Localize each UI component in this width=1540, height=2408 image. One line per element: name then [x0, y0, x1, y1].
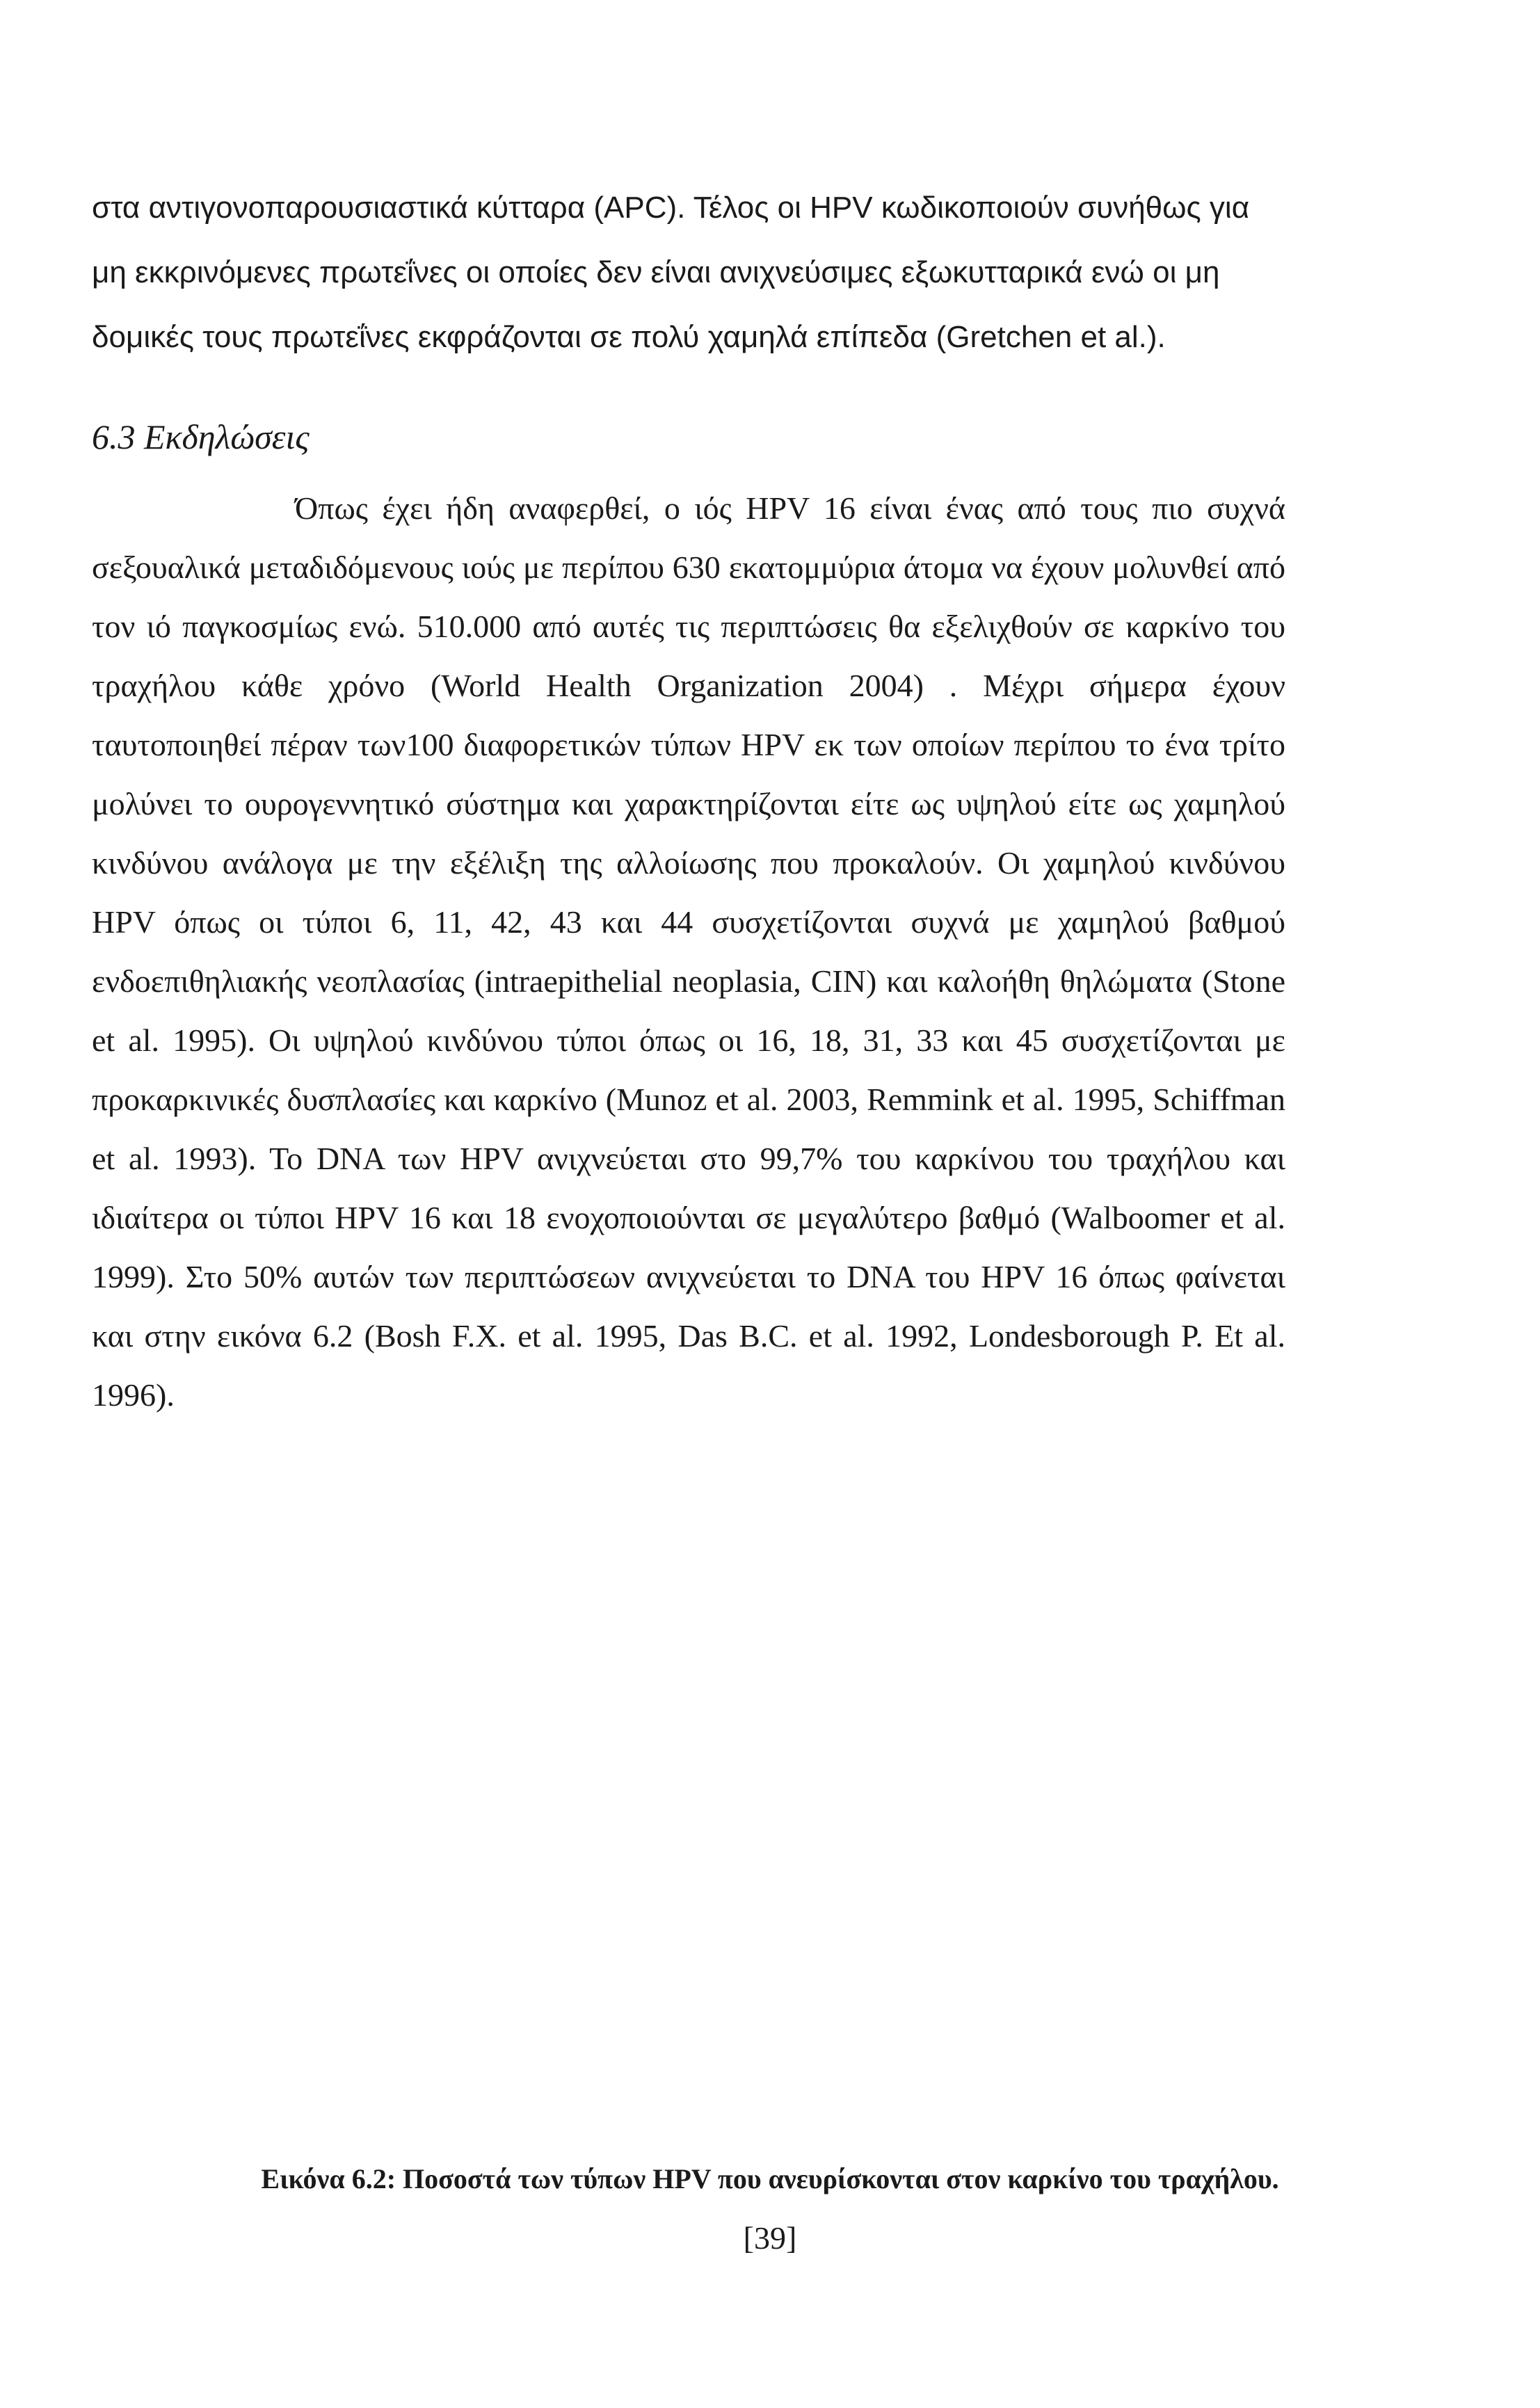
figure-caption-text: Ποσοστά των τύπων HPV που ανευρίσκονται στον καρκίνο του τραχήλου. [396, 2163, 1279, 2194]
figure-caption-label: Εικόνα 6.2: [261, 2163, 396, 2194]
intro-paragraph: στα αντιγονοπαρουσιαστικά κύτταρα (APC). Τέλος οι HPV κωδικοποιούν συνήθως για μη εκκρινόμενες πρωτεΐνες οι οποίες δεν είναι ανιχνεύσιμες εξωκυτταρικά ενώ οι μη δομικές τους πρωτεΐνες εκφράζονται σε πολύ χαμηλά επίπεδα (Gretchen et al.). [92, 191, 1250, 354]
figure-caption [0, 2160, 1540, 2199]
page-number: [39] [743, 2220, 797, 2256]
section-body-paragraph: Όπως έχει ήδη αναφερθεί, ο ιός HPV 16 είναι ένας από τους πιο συχνά σεξουαλικά μεταδιδόμενους ιούς με περίπου 630 εκατομμύρια άτομα να έχουν μολυνθεί από τον ιό παγκοσμίως ενώ. 510.000 από αυτές τις περιπτώσεις θα εξελιχθούν σε καρκίνο του τραχήλου κάθε χρόνο (World Health Organization 2004) . Μέχρι σήμερα έχουν ταυτοποιηθεί πέραν των100 διαφορετικών τύπων HPV εκ των οποίων περίπου το ένα τρίτο μολύνει το ουρογεννητικό σύστημα και χαρακτηρίζονται είτε ως υψηλού είτε ως χαμηλού κινδύνου ανάλογα με την εξέλιξη της αλλοίωσης που προκαλούν. Οι χαμηλού κινδύνου HPV όπως οι τύποι 6, 11, 42, 43 και 44 συσχετίζονται συχνά με χαμηλού βαθμού ενδοεπιθηλιακής νεοπλασίας (intraepithelial neoplasia, CIN) και καλοήθη θηλώματα (Stone et al. 1995). Οι υψηλού κινδύνου τύποι όπως οι 16, 18, 31, 33 και 45 συσχετίζονται με προκαρκινικές δυσπλασίες και καρκίνο (Munoz et al. 2003, Remmink et al. 1995, Schiffman et al. 1993). Το DNA των HPV ανιχνεύεται στο 99,7% του καρκίνου του τραχήλου και ιδιαίτερα οι τύποι HPV 16 και 18 ενοχοποιούνται σε μεγαλύτερο βαθμό (Walboomer et al. 1999). Στο 50% αυτών των περιπτώσεων ανιχνεύεται το DNA του HPV 16 όπως φαίνεται και στην εικόνα 6.2 (Bosh F.X. et al. 1995, Das B.C. et al. 1992, Londesborough P. Et al. 1996). [92, 490, 1285, 1413]
section-heading: 6.3 Εκδηλώσεις [92, 417, 310, 456]
